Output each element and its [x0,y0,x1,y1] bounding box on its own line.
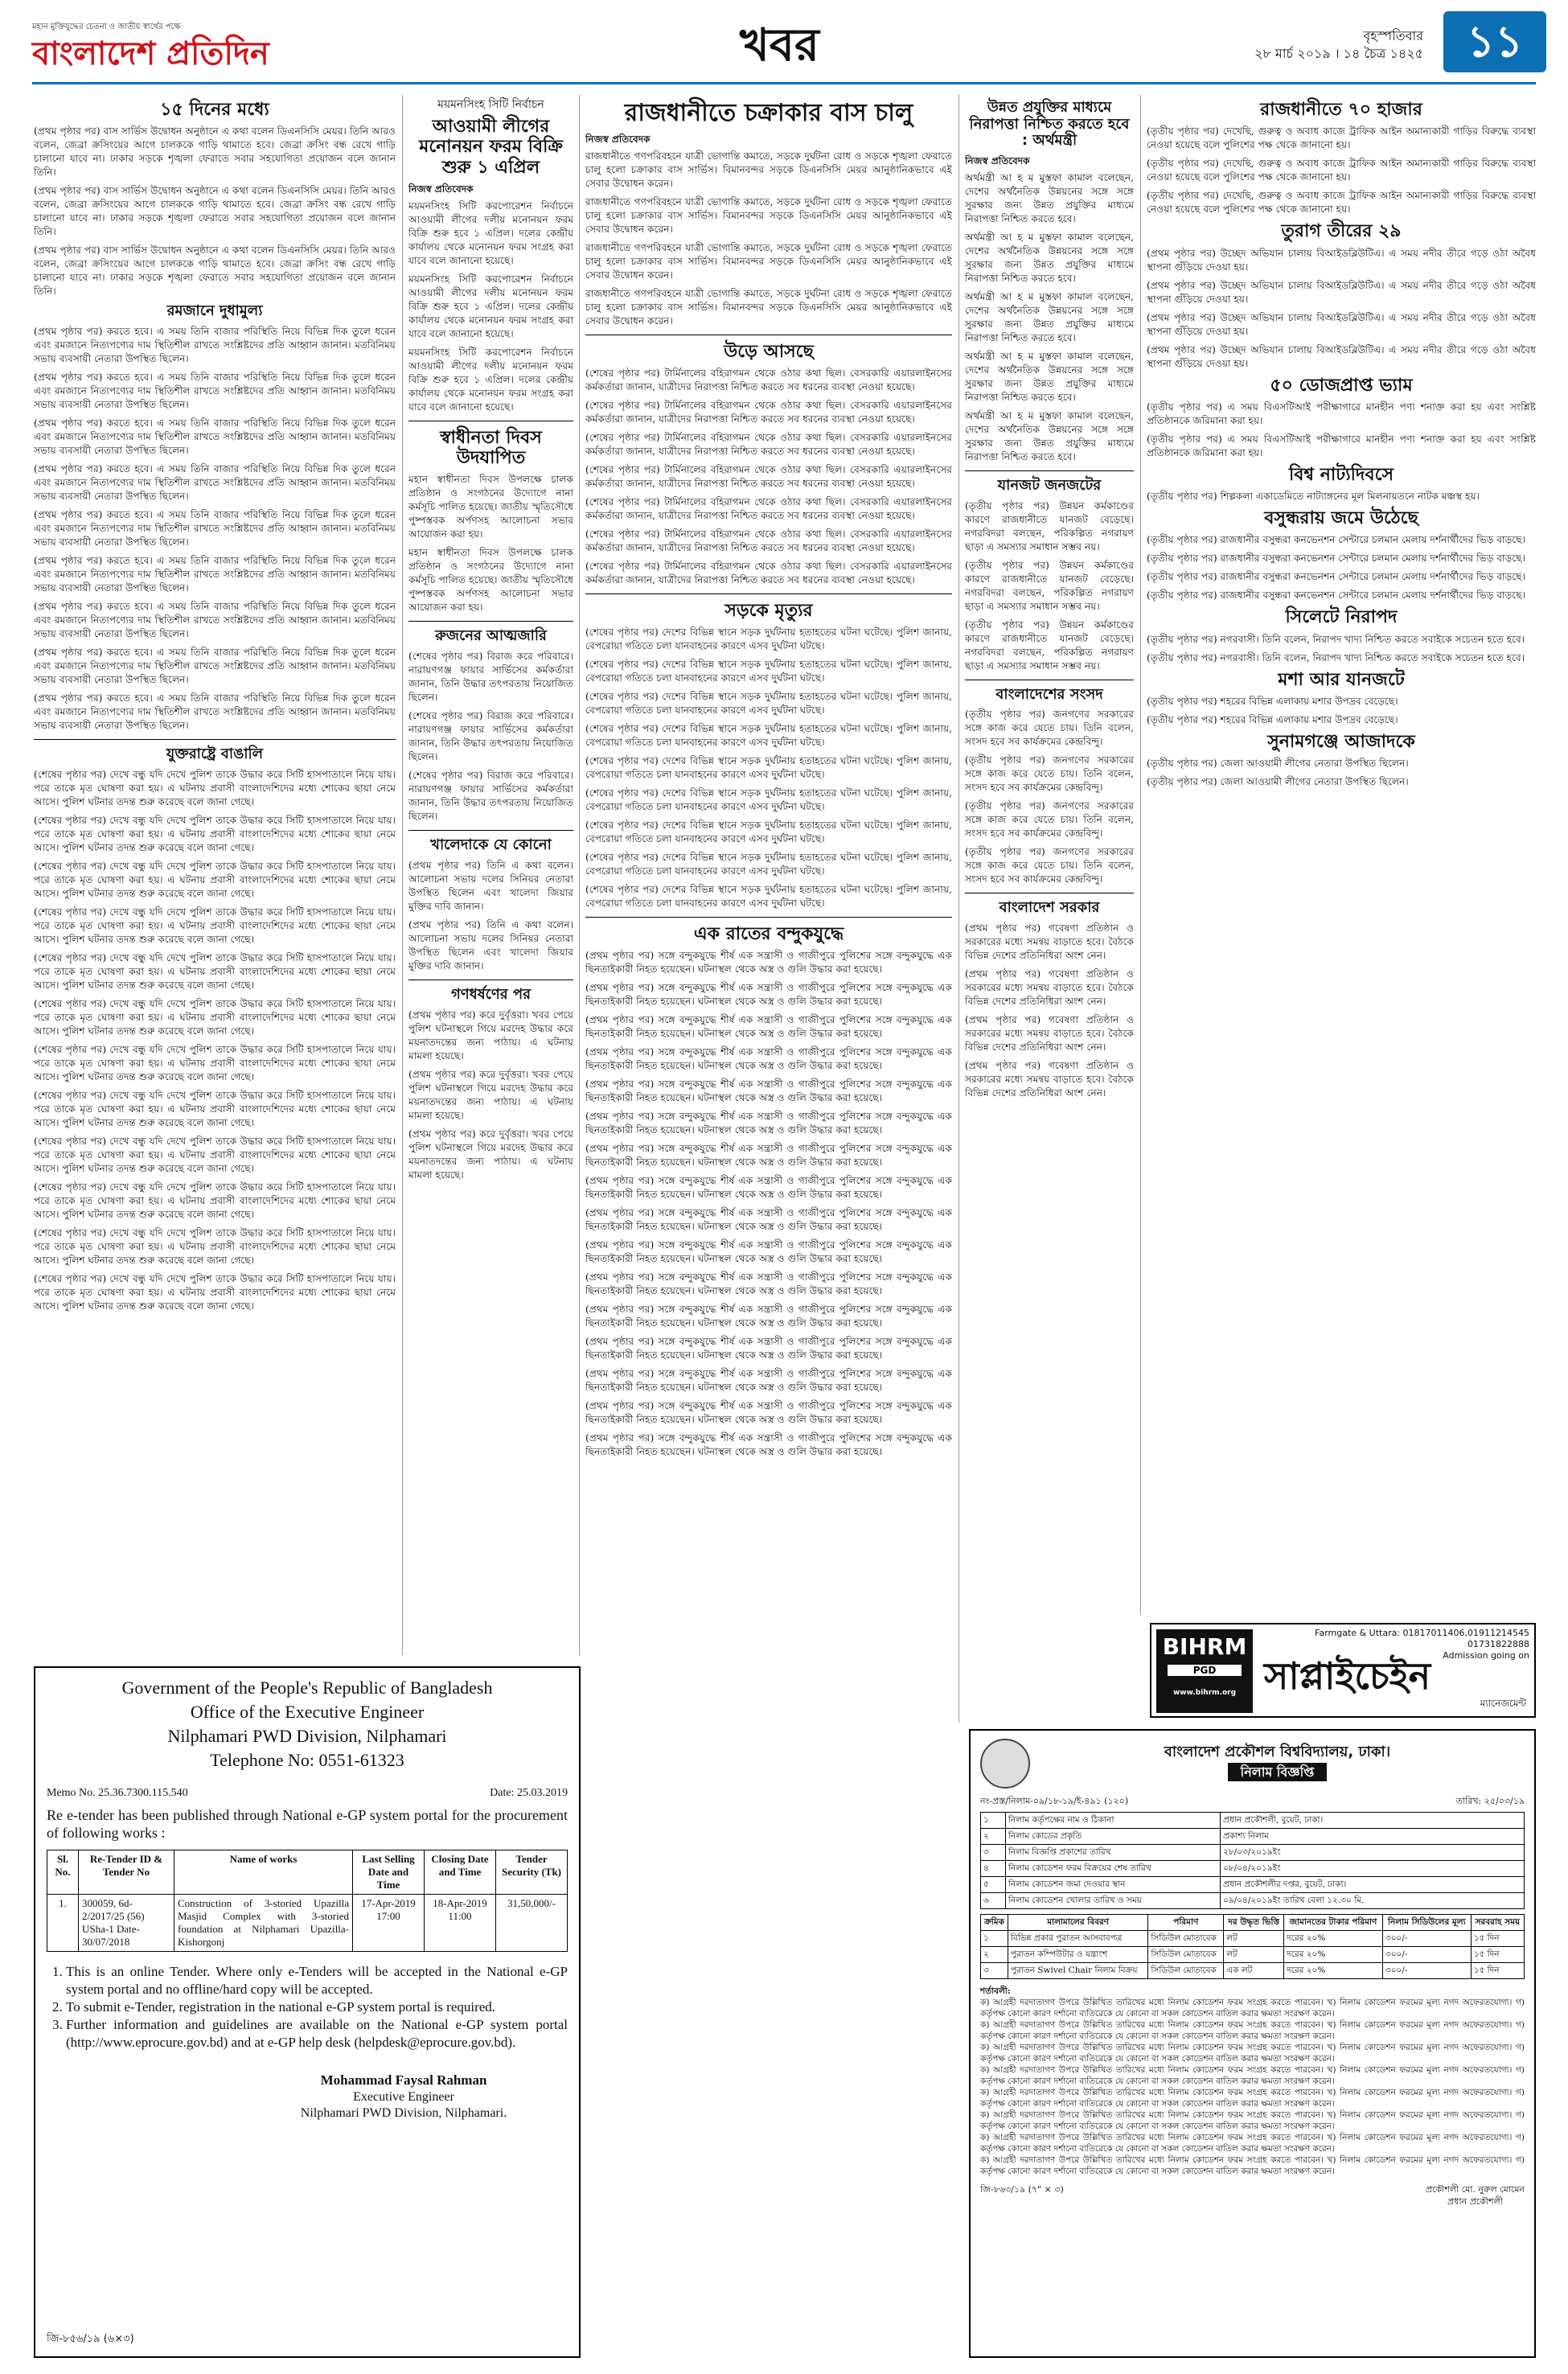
table-cell: 18-Apr-2019 11:00 [425,1895,496,1952]
story-body: (তৃতীয় পৃষ্ঠার পর) রাজধানীর বসুন্ধরা কনভেনশন সেন্টারে চলমান মেলায় দর্শনার্থীদের ভিড় বাড়ছে। [1147,589,1525,602]
story-heading: গণধর্ষণের পর [450,985,532,1003]
tender-memo: Memo No. 25.36.7300.115.540 [47,1787,188,1799]
story-body: অর্থমন্ত্রী আ হ ম মুস্তফা কামাল বলেছেন, দেশের অর্থনৈতিক উন্নয়নের সঙ্গে সঙ্গে সুরক্ষার জন্য উন্নত প্রযুক্তির মাধ্যমে নিরাপত্তা নিশ্চিত করতে হবে। [965,291,1134,344]
masthead-rule [32,82,1536,84]
table-header: Sl. No. [47,1850,79,1895]
story-body: (প্রথম পৃষ্ঠার পর) সঙ্গে বন্দুকযুদ্ধে শীর্ষ এক সন্ত্রাসী ও গাজীপুরে পুলিশের সঙ্গে বন্দুকযুদ্ধে এক ছিনতাইকারী নিহত হয়েছেন। ঘটনাস্থল থেকে অস্ত্র ও গুলি উদ্ধার করা হয়েছে। [585,1046,952,1072]
story-body: রাজধানীতে গণপরিবহনে যাত্রী ভোগান্তি কমাতে, সড়কে দুর্ঘটনা রোধ ও সড়কে শৃঙ্খলা ফেরাতে চালু হলো চক্রাকার বাস সার্ভিস। বিমানবন্দর সড়কে ডিএনসিসি মেয়র আনুষ্ঠানিকভাবে এই সেবার উদ্বোধন করেন। [585,150,952,189]
story-body: (প্রথম পৃষ্ঠার পর) সঙ্গে বন্দুকযুদ্ধে শীর্ষ এক সন্ত্রাসী ও গাজীপুরে পুলিশের সঙ্গে বন্দুকযুদ্ধে এক ছিনতাইকারী নিহত হয়েছেন। ঘটনাস্থল থেকে অস্ত্র ও গুলি উদ্ধার করা হয়েছে। [585,1336,952,1362]
table-cell: পুরাতন কম্পিউটার ও যন্ত্রাংশ [1008,1947,1148,1963]
table-cell: ১ [981,1931,1008,1947]
table-row [981,1861,1525,1877]
story-body: রাজধানীতে গণপরিবহনে যাত্রী ভোগান্তি কমাতে, সড়কে দুর্ঘটনা রোধ ও সড়কে শৃঙ্খলা ফেরাতে চালু হলো চক্রাকার বাস সার্ভিস। বিমানবন্দর সড়কে ডিএনসিসি মেয়র আনুষ্ঠানিকভাবে এই সেবার উদ্বোধন করেন। [585,241,952,281]
story-body: (প্রথম পৃষ্ঠার পর) গবেষণা প্রতিষ্ঠান ও সরকারের মধ্যে সমন্বয় বাড়াতে হবে। বৈঠকে বিভিন্ন দেশের প্রতিনিধিরা অংশ নেন। [965,1014,1134,1054]
story-body: (তৃতীয় পৃষ্ঠার পর) দেখেছি, গুরুত্ব ও অবাধ কাজে ট্রাফিক আইন অমান্যকারী গাড়ির বিরুদ্ধে ব্যবস্থা নেওয়া হয়েছে বলে পুলিশের পক্ষ থেকে জানানো হয়। [1147,190,1536,216]
date: ২৮ মার্চ ২০১৯ । ১৪ চৈত্র ১৪২৫ [1254,46,1423,61]
table-cell: নিলাম কোডেশন জমা দেওয়ার স্থান [1006,1877,1221,1893]
table-cell: ১৫ দিন [1471,1931,1524,1947]
story-body: (শেষের পৃষ্ঠার পর) দেশের বিভিন্ন স্থানে সড়ক দুর্ঘটনায় হতাহতের ঘটনা ঘটেছে। পুলিশ জানায়, বেপরোয়া গতিতে চলা যানবাহনের কারণে এসব দুর্ঘটনা ঘটছে। [585,723,952,749]
story-body: (প্রথম পৃষ্ঠার পর) উচ্ছেদ অভিযান চালায় বিআইডব্লিউটিএ। এ সময় নদীর তীরে গড়ে ওঠা অবৈধ স্থাপনা গুঁড়িয়ে দেওয়া হয়। [1147,343,1536,369]
story-body: (প্রথম পৃষ্ঠার পর) করতে হবে। এ সময় তিনি বাজার পরিস্থিতি নিয়ে বিভিন্ন দিক তুলে ধরেন এবং রমজানে নিত্যপণ্যের দাম স্থিতিশীল রাখতে সংশ্লিষ্টদের প্রতি আহ্বান জানান। মতবিনিময় সভায় ব্যবসায়ী নেতারা উপস্থিত ছিলেন। [34,508,396,548]
story-body: মহান স্বাধীনতা দিবস উপলক্ষে চালক প্রতিষ্ঠান ও সংগঠনের উদ্যোগে নানা কর্মসূচি পালিত হয়েছে। জাতীয় স্মৃতিসৌধে পুষ্পস্তবক অর্পণসহ আলোচনা সভার আয়োজন করা হয়। [408,547,573,614]
dateline [1118,27,1423,63]
table-cell: ৬ [981,1893,1006,1909]
story-body: (শেষের পৃষ্ঠার পর) টার্মিনালের বহিরাগমন থেকে ওঠার কথা ছিল। বেসরকারি এয়ারলাইনসের কর্মকর্তারা জানান, যাত্রীদের নিরাপত্তা নিশ্চিত করতে সব ধরনের ব্যবস্থা নেওয়া হয়েছে। [585,560,952,585]
story-heading: ৫০ ডোজপ্রাপ্ত ভ্যাম [1270,375,1413,396]
byline: নিজস্ব প্রতিবেদক [408,183,474,195]
story-body: (শেষের পৃষ্ঠার পর) দেশের বিভিন্ন স্থানে সড়ক দুর্ঘটনায় হতাহতের ঘটনা ঘটেছে। পুলিশ জানায়, বেপরোয়া গতিতে চলা যানবাহনের কারণে এসব দুর্ঘটনা ঘটছে। [585,819,952,845]
tender-lead: Re e-tender has been published through National e-GP system portal for the procurement of following works : [47,1807,568,1841]
bihrm-branch: Farmgate & Uttara: 01817011406,01911214545 [1315,1628,1529,1638]
story-heading: খালেদাকে যে কোনো [430,836,552,854]
table-cell: পুরাতন Swivel Chair নিলাম বিক্রয় [1008,1963,1148,1979]
story-body: (প্রথম পৃষ্ঠার পর) উচ্ছেদ অভিযান চালায় বিআইডব্লিউটিএ। এ সময় নদীর তীরে গড়ে ওঠা অবৈধ স্থাপনা গুঁড়িয়ে দেওয়া হয়। [1147,247,1536,273]
byline: নিজস্ব প্রতিবেদক [965,155,1030,167]
table-cell: এক লট [1224,1963,1284,1979]
story-body: (প্রথম পৃষ্ঠার পর) বাস সার্ভিস উদ্বোধন অনুষ্ঠানে এ কথা বলেন ডিএনসিসি মেয়র। তিনি আরও বলেন, জেব্রা ক্রসিংয়ের আগে চালককে গাড়ি থামাতে হবে। জেব্রা ক্রসিং বন্ধ রেখে গাড়ি চালানো যাবে না। ঢাকার সড়কে শৃঙ্খলা ফেরাতে সবার সহযোগিতা প্রয়োজন বলে জানান তিনি। [34,244,396,298]
story-body: (প্রথম পৃষ্ঠার পর) সঙ্গে বন্দুকযুদ্ধে শীর্ষ এক সন্ত্রাসী ও গাজীপুরে পুলিশের সঙ্গে বন্দুকযুদ্ধে এক ছিনতাইকারী নিহত হয়েছেন। ঘটনাস্থল থেকে অস্ত্র ও গুলি উদ্ধার করা হয়েছে। [585,1143,952,1169]
signer-office: Nilphamari PWD Division, Nilphamari. [300,2106,507,2120]
story-body: (তৃতীয় পৃষ্ঠার পর) জনগণের সরকারের সঙ্গে কাজ করে যেতে চায়। তিনি বলেন, সংসদ হবে সব কার্যক্রমের কেন্দ্রবিন্দু। [965,754,1134,794]
signer-title: প্রধান প্রকৌশলী [1447,2196,1503,2207]
story-heading: রাজধানীতে ৭০ হাজার [1260,100,1422,120]
table-cell: দরের ২০% [1284,1931,1383,1947]
auction-terms [980,1986,1525,2177]
story-body: (প্রথম পৃষ্ঠার পর) সঙ্গে বন্দুকযুদ্ধে শীর্ষ এক সন্ত্রাসী ও গাজীপুরে পুলিশের সঙ্গে বন্দুকযুদ্ধে এক ছিনতাইকারী নিহত হয়েছেন। ঘটনাস্থল থেকে অস্ত্র ও গুলি উদ্ধার করা হয়েছে। [585,1271,952,1297]
masthead-tagline: মহান মুক্তিযুদ্ধের চেতনা ও জাতীয় স্বার্থের পক্ষে [32,23,181,31]
buet-name: বাংলাদেশ প্রকৌশল বিশ্ববিদ্যালয়, ঢাকা। [1164,1744,1391,1760]
auction-badge: নিলাম বিজ্ঞপ্তি [1228,1763,1328,1781]
story-body: (শেষের পৃষ্ঠার পর) দেখে বন্ধু যদি দেখে পুলিশ তাকে উদ্ধার করে সিটি হাসপাতালে নিয়ে যায়। পরে তাকে মৃত ঘোষণা করা হয়। এ ঘটনায় প্রবাসী বাংলাদেশিদের মধ্যে শোকের ছায়া নেমে আসে। পুলিশ ঘটনার তদন্ত শুরু করেছে বলে জানা গেছে। [34,1272,396,1312]
tender-table [47,1850,568,1952]
column-rule [958,95,959,1723]
auction-info-table [980,1812,1525,1909]
story-body: (তৃতীয় পৃষ্ঠার পর) উন্নয়ন কর্মকাণ্ডের কারণে রাজধানীতে যানজট বেড়েছে। নগরবিদরা বলছেন, পরিকল্পিত নগরায়ণ ছাড়া এ সমস্যার সমাধান সম্ভব নয়। [965,618,1134,672]
story-body: (প্রথম পৃষ্ঠার পর) সঙ্গে বন্দুকযুদ্ধে শীর্ষ এক সন্ত্রাসী ও গাজীপুরে পুলিশের সঙ্গে বন্দুকযুদ্ধে এক ছিনতাইকারী নিহত হয়েছেন। ঘটনাস্থল থেকে অস্ত্র ও গুলি উদ্ধার করা হয়েছে। [585,1432,952,1458]
story-body: (প্রথম পৃষ্ঠার পর) করতে হবে। এ সময় তিনি বাজার পরিস্থিতি নিয়ে বিভিন্ন দিক তুলে ধরেন এবং রমজানে নিত্যপণ্যের দাম স্থিতিশীল রাখতে সংশ্লিষ্টদের প্রতি আহ্বান জানান। মতবিনিময় সভায় ব্যবসায়ী নেতারা উপস্থিত ছিলেন। [34,646,396,685]
table-cell: প্রধান প্রকৌশলীর দপ্তর, বুয়েট, ঢাকা। [1221,1877,1525,1893]
bihrm-pgd: PGD [1168,1665,1242,1676]
table-header: জামানতের টাকার পরিমাণ [1284,1915,1383,1931]
story-body: (প্রথম পৃষ্ঠার পর) সঙ্গে বন্দুকযুদ্ধে শীর্ষ এক সন্ত্রাসী ও গাজীপুরে পুলিশের সঙ্গে বন্দুকযুদ্ধে এক ছিনতাইকারী নিহত হয়েছেন। ঘটনাস্থল থেকে অস্ত্র ও গুলি উদ্ধার করা হয়েছে। [585,1400,952,1426]
brand-name: বাংলাদেশ প্রতিদিন [32,35,269,72]
story-body: (শেষের পৃষ্ঠার পর) দেখে বন্ধু যদি দেখে পুলিশ তাকে উদ্ধার করে সিটি হাসপাতালে নিয়ে যায়। পরে তাকে মৃত ঘোষণা করা হয়। এ ঘটনায় প্রবাসী বাংলাদেশিদের মধ্যে শোকের ছায়া নেমে আসে। পুলিশ ঘটনার তদন্ত শুরু করেছে বলে জানা গেছে। [34,768,396,807]
story-body: (প্রথম পৃষ্ঠার পর) করতে হবে। এ সময় তিনি বাজার পরিস্থিতি নিয়ে বিভিন্ন দিক তুলে ধরেন এবং রমজানে নিত্যপণ্যের দাম স্থিতিশীল রাখতে সংশ্লিষ্টদের প্রতি আহ্বান জানান। মতবিনিময় সভায় ব্যবসায়ী নেতারা উপস্থিত ছিলেন। [34,554,396,594]
story-body: (তৃতীয় পৃষ্ঠার পর) শিল্পকলা একাডেমিতে নাট্যাঙ্গনের মূল মিলনায়তনে নাটক মঞ্চস্থ হয়। [1147,491,1480,503]
tender-notes [47,1963,568,2052]
story-body: (তৃতীয় পৃষ্ঠার পর) জনগণের সরকারের সঙ্গে কাজ করে যেতে চায়। তিনি বলেন, সংসদ হবে সব কার্যক্রমের কেন্দ্রবিন্দু। [965,800,1134,840]
story-body: (শেষের পৃষ্ঠার পর) টার্মিনালের বহিরাগমন থেকে ওঠার কথা ছিল। বেসরকারি এয়ারলাইনসের কর্মকর্তারা জানান, যাত্রীদের নিরাপত্তা নিশ্চিত করতে সব ধরনের ব্যবস্থা নেওয়া হয়েছে। [585,495,952,521]
story-body: (শেষের পৃষ্ঠার পর) দেখে বন্ধু যদি দেখে পুলিশ তাকে উদ্ধার করে সিটি হাসপাতালে নিয়ে যায়। পরে তাকে মৃত ঘোষণা করা হয়। এ ঘটনায় প্রবাসী বাংলাদেশিদের মধ্যে শোকের ছায়া নেমে আসে। পুলিশ ঘটনার তদন্ত শুরু করেছে বলে জানা গেছে। [34,906,396,945]
tender-date: Date: 25.03.2019 [490,1787,568,1799]
table-cell: নিলাম কর্তৃপক্ষের নাম ও ঠিকানা [1006,1813,1221,1829]
table-cell: ৩০০/- [1382,1963,1471,1979]
story-heading: রমজানে দুধামুল্য [166,302,263,320]
tender-gov: Government of the People's Republic of Bangladesh [121,1678,493,1698]
tender-note: 1. This is an online Tender. Where only e-Tenders will be accepted in the National e-GP system portal and no offline/hard copy will be accepted. [66,1963,568,1998]
story-body: (শেষের পৃষ্ঠার পর) দেশের বিভিন্ন স্থানে সড়ক দুর্ঘটনায় হতাহতের ঘটনা ঘটেছে। পুলিশ জানায়, বেপরোয়া গতিতে চলা যানবাহনের কারণে এসব দুর্ঘটনা ঘটছে। [585,787,952,813]
story-body: ময়মনসিংহ সিটি করপোরেশন নির্বাচনে আওয়ামী লীগের দলীয় মনোনয়ন ফরম বিক্রি শুরু হবে ১ এপ্রিল। দলের কেন্দ্রীয় কার্যালয় থেকে মনোনয়ন ফরম সংগ্রহ করা যাবে বলে জানানো হয়েছে। [408,346,573,413]
story-body: (প্রথম পৃষ্ঠার পর) গবেষণা প্রতিষ্ঠান ও সরকারের মধ্যে সমন্বয় বাড়াতে হবে। বৈঠকে বিভিন্ন দেশের প্রতিনিধিরা অংশ নেন। [965,922,1134,962]
story-body: (প্রথম পৃষ্ঠার পর) করে দুর্বৃত্তরা। খবর পেয়ে পুলিশ ঘটনাস্থলে গিয়ে মরদেহ উদ্ধার করে ময়নাতদন্তের জন্য পাঠায়। এ ঘটনায় মামলা হয়েছে। [408,1008,573,1062]
story-body: ময়মনসিংহ সিটি করপোরেশন নির্বাচনে আওয়ামী লীগের দলীয় মনোনয়ন ফরম বিক্রি শুরু হবে ১ এপ্রিল। দলের কেন্দ্রীয় কার্যালয় থেকে মনোনয়ন ফরম সংগ্রহ করা যাবে বলে জানানো হয়েছে। [408,273,573,339]
terms-text: ক) আগ্রহী দরদাতাগণ উপরে উল্লিখিত তারিখের মধ্যে নিলাম কোডেশন ফরম সংগ্রহ করতে পারবেন। খ) নিলাম কোডেশন ফরমের মূল্য নগদ অফেরতযোগ্য। গ) কর্তৃপক্ষ কোনো কারণ দর্শানো ব্যতিরেকে যে কোনো বা সকল কোডেশন বাতিল করার ক্ষমতা সংরক্ষণ করেন। [980,2155,1525,2176]
column-1 [34,95,396,1655]
story-body: (তৃতীয় পৃষ্ঠার পর) রাজধানীর বসুন্ধরা কনভেনশন সেন্টারে চলমান মেলায় দর্শনার্থীদের ভিড় বাড়ছে। [1147,552,1525,565]
table-cell: ২ [981,1947,1008,1963]
day: বৃহস্পতিবার [1363,28,1423,43]
story-body: (প্রথম পৃষ্ঠার পর) সঙ্গে বন্দুকযুদ্ধে শীর্ষ এক সন্ত্রাসী ও গাজীপুরে পুলিশের সঙ্গে বন্দুকযুদ্ধে এক ছিনতাইকারী নিহত হয়েছেন। ঘটনাস্থল থেকে অস্ত্র ও গুলি উদ্ধার করা হয়েছে। [585,1239,952,1265]
column-5 [1147,95,1536,1615]
story-body: (প্রথম পৃষ্ঠার পর) সঙ্গে বন্দুকযুদ্ধে শীর্ষ এক সন্ত্রাসী ও গাজীপুরে পুলিশের সঙ্গে বন্দুকযুদ্ধে এক ছিনতাইকারী নিহত হয়েছেন। ঘটনাস্থল থেকে অস্ত্র ও গুলি উদ্ধার করা হয়েছে। [585,1175,952,1201]
story-body: (প্রথম পৃষ্ঠার পর) গবেষণা প্রতিষ্ঠান ও সরকারের মধ্যে সমন্বয় বাড়াতে হবে। বৈঠকে বিভিন্ন দেশের প্রতিনিধিরা অংশ নেন। [965,968,1134,1008]
story-body: (প্রথম পৃষ্ঠার পর) উচ্ছেদ অভিযান চালায় বিআইডব্লিউটিএ। এ সময় নদীর তীরে গড়ে ওঠা অবৈধ স্থাপনা গুঁড়িয়ে দেওয়া হয়। [1147,279,1536,305]
column-rule [579,95,580,1655]
divider [34,739,396,740]
terms-text: ক) আগ্রহী দরদাতাগণ উপরে উল্লিখিত তারিখের মধ্যে নিলাম কোডেশন ফরম সংগ্রহ করতে পারবেন। খ) নিলাম কোডেশন ফরমের মূল্য নগদ অফেরতযোগ্য। গ) কর্তৃপক্ষ কোনো কারণ দর্শানো ব্যতিরেকে যে কোনো বা সকল কোডেশন বাতিল করার ক্ষমতা সংরক্ষণ করেন। [980,2110,1525,2131]
story-body: অর্থমন্ত্রী আ হ ম মুস্তফা কামাল বলেছেন, দেশের অর্থনৈতিক উন্নয়নের সঙ্গে সঙ্গে সুরক্ষার জন্য উন্নত প্রযুক্তির মাধ্যমে নিরাপত্তা নিশ্চিত করতে হবে। [965,172,1134,225]
bihrm-url: www.bihrm.org [1172,1689,1237,1697]
story-body: (শেষের পৃষ্ঠার পর) দেখে বন্ধু যদি দেখে পুলিশ তাকে উদ্ধার করে সিটি হাসপাতালে নিয়ে যায়। পরে তাকে মৃত ঘোষণা করা হয়। এ ঘটনায় প্রবাসী বাংলাদেশিদের মধ্যে শোকের ছায়া নেমে আসে। পুলিশ ঘটনার তদন্ত শুরু করেছে বলে জানা গেছে। [34,1043,396,1082]
table-cell: ৩০০/- [1382,1947,1471,1963]
story-body: (শেষের পৃষ্ঠার পর) টার্মিনালের বহিরাগমন থেকে ওঠার কথা ছিল। বেসরকারি এয়ারলাইনসের কর্মকর্তারা জানান, যাত্রীদের নিরাপত্তা নিশ্চিত করতে সব ধরনের ব্যবস্থা নেওয়া হয়েছে। [585,399,952,425]
story-body: (প্রথম পৃষ্ঠার পর) বাস সার্ভিস উদ্বোধন অনুষ্ঠানে এ কথা বলেন ডিএনসিসি মেয়র। তিনি আরও বলেন, জেব্রা ক্রসিংয়ের আগে চালককে গাড়ি থামাতে হবে। জেব্রা ক্রসিং বন্ধ রেখে গাড়ি চালানো যাবে না। ঢাকার সড়কে শৃঙ্খলা ফেরাতে সবার সহযোগিতা প্রয়োজন বলে জানান তিনি। [34,185,396,238]
divider [585,917,952,918]
column-4 [965,95,1134,1723]
column-rule [402,95,403,1655]
tender-division: Nilphamari PWD Division, Nilphamari [167,1726,447,1746]
story-body: (শেষের পৃষ্ঠার পর) দেশের বিভিন্ন স্থানে সড়ক দুর্ঘটনায় হতাহতের ঘটনা ঘটেছে। পুলিশ জানায়, বেপরোয়া গতিতে চলা যানবাহনের কারণে এসব দুর্ঘটনা ঘটছে। [585,884,952,910]
story-body: (প্রথম পৃষ্ঠার পর) সঙ্গে বন্দুকযুদ্ধে শীর্ষ এক সন্ত্রাসী ও গাজীপুরে পুলিশের সঙ্গে বন্দুকযুদ্ধে এক ছিনতাইকারী নিহত হয়েছেন। ঘটনাস্থল থেকে অস্ত্র ও গুলি উদ্ধার করা হয়েছে। [585,950,952,975]
story-body: (তৃতীয় পৃষ্ঠার পর) শহরের বিভিন্ন এলাকায় মশার উপদ্রব বেড়েছে। [1147,714,1398,726]
story-heading: এক রাতের বন্দুকযুদ্ধে [693,924,844,945]
terms-text: ক) আগ্রহী দরদাতাগণ উপরে উল্লিখিত তারিখের মধ্যে নিলাম কোডেশন ফরম সংগ্রহ করতে পারবেন। খ) নিলাম কোডেশন ফরমের মূল্য নগদ অফেরতযোগ্য। গ) কর্তৃপক্ষ কোনো কারণ দর্শানো ব্যতিরেকে যে কোনো বা সকল কোডেশন বাতিল করার ক্ষমতা সংরক্ষণ করেন। [980,2088,1525,2109]
newspaper-logo [32,14,273,79]
terms-text: ক) আগ্রহী দরদাতাগণ উপরে উল্লিখিত তারিখের মধ্যে নিলাম কোডেশন ফরম সংগ্রহ করতে পারবেন। খ) নিলাম কোডেশন ফরমের মূল্য নগদ অফেরতযোগ্য। গ) কর্তৃপক্ষ কোনো কারণ দর্শানো ব্যতিরেকে যে কোনো বা সকল কোডেশন বাতিল করার ক্ষমতা সংরক্ষণ করেন। [980,2043,1525,2064]
divider [965,470,1134,471]
story-body: (শেষের পৃষ্ঠার পর) দেশের বিভিন্ন স্থানে সড়ক দুর্ঘটনায় হতাহতের ঘটনা ঘটেছে। পুলিশ জানায়, বেপরোয়া গতিতে চলা যানবাহনের কারণে এসব দুর্ঘটনা ঘটছে। [585,626,952,652]
story-heading: বসুন্ধরায় জমে উঠেছে [1264,508,1418,529]
tender-note: 2. To submit e-Tender, registration in the national e-GP system portal is required. [66,1998,568,2016]
story-body: মহান স্বাধীনতা দিবস উপলক্ষে চালক প্রতিষ্ঠান ও সংগঠনের উদ্যোগে নানা কর্মসূচি পালিত হয়েছে। জাতীয় স্মৃতিসৌধে পুষ্পস্তবক অর্পণসহ আলোচনা সভার আয়োজন করা হয়। [408,474,573,540]
story-body: (শেষের পৃষ্ঠার পর) দেশের বিভিন্ন স্থানে সড়ক দুর্ঘটনায় হতাহতের ঘটনা ঘটেছে। পুলিশ জানায়, বেপরোয়া গতিতে চলা যানবাহনের কারণে এসব দুর্ঘটনা ঘটছে। [585,659,952,684]
table-header: নিলাম সিডিউলের মূল্য [1382,1915,1471,1931]
story-body: (শেষের পৃষ্ঠার পর) টার্মিনালের বহিরাগমন থেকে ওঠার কথা ছিল। বেসরকারি এয়ারলাইনসের কর্মকর্তারা জানান, যাত্রীদের নিরাপত্তা নিশ্চিত করতে সব ধরনের ব্যবস্থা নেওয়া হয়েছে। [585,463,952,489]
table-row [981,1813,1525,1829]
story-body: (তৃতীয় পৃষ্ঠার পর) দেখেছি, গুরুত্ব ও অবাধ কাজে ট্রাফিক আইন অমান্যকারী গাড়ির বিরুদ্ধে ব্যবস্থা নেওয়া হয়েছে বলে পুলিশের পক্ষ থেকে জানানো হয়। [1147,158,1536,183]
terms-text: ক) আগ্রহী দরদাতাগণ উপরে উল্লিখিত তারিখের মধ্যে নিলাম কোডেশন ফরম সংগ্রহ করতে পারবেন। খ) নিলাম কোডেশন ফরমের মূল্য নগদ অফেরতযোগ্য। গ) কর্তৃপক্ষ কোনো কারণ দর্শানো ব্যতিরেকে যে কোনো বা সকল কোডেশন বাতিল করার ক্ষমতা সংরক্ষণ করেন। [980,1998,1525,2019]
story-heading: বাংলাদেশ সরকার [999,899,1100,917]
table-cell: সিডিউল মোতাবেক [1148,1963,1224,1979]
table-cell: দরের ২০% [1284,1963,1383,1979]
story-heading: আওয়ামী লীগের মনোনয়ন ফরম বিক্রি শুরু ১ এপ্রিল [419,117,563,178]
table-cell: ৪ [981,1861,1006,1877]
tender-signature [240,2072,568,2121]
table-cell: বিভিন্ন প্রকার পুরাতন আসবাবপত্র [1008,1931,1148,1947]
signer [1426,2183,1525,2208]
table-cell: 300059, 6d-2/2017/25 (56) USha-1 Date-30/07/2018 [79,1895,174,1952]
table-cell: 31,50,000/- [496,1895,568,1952]
story-body: (শেষের পৃষ্ঠার পর) দেশের বিভিন্ন স্থানে সড়ক দুর্ঘটনায় হতাহতের ঘটনা ঘটেছে। পুলিশ জানায়, বেপরোয়া গতিতে চলা যানবাহনের কারণে এসব দুর্ঘটনা ঘটছে। [585,755,952,781]
table-header: Re-Tender ID & Tender No [79,1850,174,1895]
bihrm-logo-text: BIHRM [1162,1633,1247,1660]
story-body: (প্রথম পৃষ্ঠার পর) করে দুর্বৃত্তরা। খবর পেয়ে পুলিশ ঘটনাস্থলে গিয়ে মরদেহ উদ্ধার করে ময়নাতদন্তের জন্য পাঠায়। এ ঘটনায় মামলা হয়েছে। [408,1068,573,1121]
table-header: ক্রমিক [981,1915,1008,1931]
story-heading: সুনামগঞ্জে আজাদকে [1267,732,1415,753]
table-row [981,1963,1525,1979]
story-body: (শেষের পৃষ্ঠার পর) টার্মিনালের বহিরাগমন থেকে ওঠার কথা ছিল। বেসরকারি এয়ারলাইনসের কর্মকর্তারা জানান, যাত্রীদের নিরাপত্তা নিশ্চিত করতে সব ধরনের ব্যবস্থা নেওয়া হয়েছে। [585,367,952,392]
table-row [47,1895,568,1952]
tender-memo-line [47,1787,568,1800]
story-body: (শেষের পৃষ্ঠার পর) দেখে বন্ধু যদি দেখে পুলিশ তাকে উদ্ধার করে সিটি হাসপাতালে নিয়ে যায়। পরে তাকে মৃত ঘোষণা করা হয়। এ ঘটনায় প্রবাসী বাংলাদেশিদের মধ্যে শোকের ছায়া নেমে আসে। পুলিশ ঘটনার তদন্ত শুরু করেছে বলে জানা গেছে। [34,997,396,1037]
table-cell: ৩ [981,1845,1006,1861]
story-heading: উন্নত প্রযুক্তির মাধ্যমে নিরাপত্তা নিশ্চিত করতে হবে : অর্থমন্ত্রী [969,99,1130,150]
story-body: (তৃতীয় পৃষ্ঠার পর) জনগণের সরকারের সঙ্গে কাজ করে যেতে চায়। তিনি বলেন, সংসদ হবে সব কার্যক্রমের কেন্দ্রবিন্দু। [965,709,1134,748]
story-body: অর্থমন্ত্রী আ হ ম মুস্তফা কামাল বলেছেন, দেশের অর্থনৈতিক উন্নয়নের সঙ্গে সঙ্গে সুরক্ষার জন্য উন্নত প্রযুক্তির মাধ্যমে নিরাপত্তা নিশ্চিত করতে হবে। [965,410,1134,463]
story-body: (শেষের পৃষ্ঠার পর) দেখে বন্ধু যদি দেখে পুলিশ তাকে উদ্ধার করে সিটি হাসপাতালে নিয়ে যায়। পরে তাকে মৃত ঘোষণা করা হয়। এ ঘটনায় প্রবাসী বাংলাদেশিদের মধ্যে শোকের ছায়া নেমে আসে। পুলিশ ঘটনার তদন্ত শুরু করেছে বলে জানা গেছে। [34,1089,396,1128]
table-cell: ০৯/০৪/২০১৯ইং তারিখ বেলা ১২.৩০ মি. [1221,1893,1525,1909]
buet-auction-notice [969,1729,1536,2358]
table-cell: 1. [47,1895,79,1952]
table-cell: সিডিউল মোতাবেক [1148,1931,1224,1947]
story-body: রাজধানীতে গণপরিবহনে যাত্রী ভোগান্তি কমাতে, সড়কে দুর্ঘটনা রোধ ও সড়কে শৃঙ্খলা ফেরাতে চালু হলো চক্রাকার বাস সার্ভিস। বিমানবন্দর সড়কে ডিএনসিসি মেয়র আনুষ্ঠানিকভাবে এই সেবার উদ্বোধন করেন। [585,287,952,327]
story-body: (শেষের পৃষ্ঠার পর) দেশের বিভিন্ন স্থানে সড়ক দুর্ঘটনায় হতাহতের ঘটনা ঘটেছে। পুলিশ জানায়, বেপরোয়া গতিতে চলা যানবাহনের কারণে এসব দুর্ঘটনা ঘটছে। [585,691,952,717]
table-header: Name of works [174,1850,353,1895]
story-body: (শেষের পৃষ্ঠার পর) দেখে বন্ধু যদি দেখে পুলিশ তাকে উদ্ধার করে সিটি হাসপাতালে নিয়ে যায়। পরে তাকে মৃত ঘোষণা করা হয়। এ ঘটনায় প্রবাসী বাংলাদেশিদের মধ্যে শোকের ছায়া নেমে আসে। পুলিশ ঘটনার তদন্ত শুরু করেছে বলে জানা গেছে। [34,951,396,991]
story-heading: যুক্তরাষ্ট্রে বাঙালি [166,745,264,762]
story-body: (প্রথম পৃষ্ঠার পর) করতে হবে। এ সময় তিনি বাজার পরিস্থিতি নিয়ে বিভিন্ন দিক তুলে ধরেন এবং রমজানে নিত্যপণ্যের দাম স্থিতিশীল রাখতে সংশ্লিষ্টদের প্রতি আহ্বান জানান। মতবিনিময় সভায় ব্যবসায়ী নেতারা উপস্থিত ছিলেন। [34,692,396,731]
table-cell: ৫ [981,1877,1006,1893]
table-header: Last Selling Date and Time [353,1850,425,1895]
story-heading: সড়কে মৃত্যুর [724,600,813,621]
story-body: অর্থমন্ত্রী আ হ ম মুস্তফা কামাল বলেছেন, দেশের অর্থনৈতিক উন্নয়নের সঙ্গে সঙ্গে সুরক্ষার জন্য উন্নত প্রযুক্তির মাধ্যমে নিরাপত্তা নিশ্চিত করতে হবে। [965,351,1134,404]
table-cell: নিলাম কোডেশন খোলার তারিখ ও সময় [1006,1893,1221,1909]
story-body: (শেষের পৃষ্ঠার পর) বিরাজ করে পরিবারে। নারায়ণগঞ্জ ফায়ার সার্ভিসের কর্মকর্তারা জানান, তিনি উদ্ধার তৎপরতায় নিয়োজিত ছিলেন। [408,710,573,763]
story-body: (প্রথম পৃষ্ঠার পর) সঙ্গে বন্দুকযুদ্ধে শীর্ষ এক সন্ত্রাসী ও গাজীপুরে পুলিশের সঙ্গে বন্দুকযুদ্ধে এক ছিনতাইকারী নিহত হয়েছেন। ঘটনাস্থল থেকে অস্ত্র ও গুলি উদ্ধার করা হয়েছে। [585,1304,952,1329]
story-body: (প্রথম পৃষ্ঠার পর) করে দুর্বৃত্তরা। খবর পেয়ে পুলিশ ঘটনাস্থলে গিয়ে মরদেহ উদ্ধার করে ময়নাতদন্তের জন্য পাঠায়। এ ঘটনায় মামলা হয়েছে। [408,1127,573,1181]
terms-text: ক) আগ্রহী দরদাতাগণ উপরে উল্লিখিত তারিখের মধ্যে নিলাম কোডেশন ফরম সংগ্রহ করতে পারবেন। খ) নিলাম কোডেশন ফরমের মূল্য নগদ অফেরতযোগ্য। গ) কর্তৃপক্ষ কোনো কারণ দর্শানো ব্যতিরেকে যে কোনো বা সকল কোডেশন বাতিল করার ক্ষমতা সংরক্ষণ করেন। [980,2133,1525,2154]
story-body: (প্রথম পৃষ্ঠার পর) সঙ্গে বন্দুকযুদ্ধে শীর্ষ এক সন্ত্রাসী ও গাজীপুরে পুলিশের সঙ্গে বন্দুকযুদ্ধে এক ছিনতাইকারী নিহত হয়েছেন। ঘটনাস্থল থেকে অস্ত্র ও গুলি উদ্ধার করা হয়েছে। [585,1014,952,1040]
story-body: (তৃতীয় পৃষ্ঠার পর) নগরবাসী। তিনি বলেন, নিরাপদ খাদ্য নিশ্চিত করতে সবাইকে সচেতন হতে হবে। [1147,651,1525,663]
bihrm-ad [1150,1623,1536,1718]
story-body: (তৃতীয় পৃষ্ঠার পর) জনগণের সরকারের সঙ্গে কাজ করে যেতে চায়। তিনি বলেন, সংসদ হবে সব কার্যক্রমের কেন্দ্রবিন্দু। [965,846,1134,885]
table-cell: ৩ [981,1963,1008,1979]
story-body: (প্রথম পৃষ্ঠার পর) সঙ্গে বন্দুকযুদ্ধে শীর্ষ এক সন্ত্রাসী ও গাজীপুরে পুলিশের সঙ্গে বন্দুকযুদ্ধে এক ছিনতাইকারী নিহত হয়েছেন। ঘটনাস্থল থেকে অস্ত্র ও গুলি উদ্ধার করা হয়েছে। [585,1368,952,1394]
story-body: (প্রথম পৃষ্ঠার পর) তিনি এ কথা বলেন। আলোচনা সভায় দলের সিনিয়র নেতারা উপস্থিত ছিলেন এবং খালেদা জিয়ার মুক্তির দাবি জানান। [408,918,573,971]
column-rule [1140,95,1141,1615]
story-body: (প্রথম পৃষ্ঠার পর) সঙ্গে বন্দুকযুদ্ধে শীর্ষ এক সন্ত্রাসী ও গাজীপুরে পুলিশের সঙ্গে বন্দুকযুদ্ধে এক ছিনতাইকারী নিহত হয়েছেন। ঘটনাস্থল থেকে অস্ত্র ও গুলি উদ্ধার করা হয়েছে। [585,1207,952,1233]
story-body: (শেষের পৃষ্ঠার পর) দেখে বন্ধু যদি দেখে পুলিশ তাকে উদ্ধার করে সিটি হাসপাতালে নিয়ে যায়। পরে তাকে মৃত ঘোষণা করা হয়। এ ঘটনায় প্রবাসী বাংলাদেশিদের মধ্যে শোকের ছায়া নেমে আসে। পুলিশ ঘটনার তদন্ত শুরু করেছে বলে জানা গেছে। [34,1135,396,1174]
story-body: (শেষের পৃষ্ঠার পর) দেখে বন্ধু যদি দেখে পুলিশ তাকে উদ্ধার করে সিটি হাসপাতালে নিয়ে যায়। পরে তাকে মৃত ঘোষণা করা হয়। এ ঘটনায় প্রবাসী বাংলাদেশিদের মধ্যে শোকের ছায়া নেমে আসে। পুলিশ ঘটনার তদন্ত শুরু করেছে বলে জানা গেছে। [34,860,396,899]
table-row [981,1931,1525,1947]
story-heading: রুজনের আত্মজারি [435,627,547,645]
story-body: রাজধানীতে গণপরিবহনে যাত্রী ভোগান্তি কমাতে, সড়কে দুর্ঘটনা রোধ ও সড়কে শৃঙ্খলা ফেরাতে চালু হলো চক্রাকার বাস সার্ভিস। বিমানবন্দর সড়কে ডিএনসিসি মেয়র আনুষ্ঠানিকভাবে এই সেবার উদ্বোধন করেন। [585,195,952,235]
story-body: (শেষের পৃষ্ঠার পর) টার্মিনালের বহিরাগমন থেকে ওঠার কথা ছিল। বেসরকারি এয়ারলাইনসের কর্মকর্তারা জানান, যাত্রীদের নিরাপত্তা নিশ্চিত করতে সব ধরনের ব্যবস্থা নেওয়া হয়েছে। [585,528,952,553]
table-header: সরবরাহ সময় [1471,1915,1524,1931]
table-row [981,1877,1525,1893]
university-seal-icon [980,1739,1030,1789]
story-body: (শেষের পৃষ্ঠার পর) দেখে বন্ধু যদি দেখে পুলিশ তাকে উদ্ধার করে সিটি হাসপাতালে নিয়ে যায়। পরে তাকে মৃত ঘোষণা করা হয়। এ ঘটনায় প্রবাসী বাংলাদেশিদের মধ্যে শোকের ছায়া নেমে আসে। পুলিশ ঘটনার তদন্ত শুরু করেছে বলে জানা গেছে। [34,814,396,853]
table-cell: প্রকাশ্য নিলাম [1221,1829,1525,1845]
buet-title [1030,1746,1525,1781]
divider [408,830,573,831]
story-body: (তৃতীয় পৃষ্ঠার পর) এ সময় বিএসটিআই পরীক্ষাগারে মানহীন পণ্য শনাক্ত করা হয় এবং সংশ্লিষ্ট প্রতিষ্ঠানকে জরিমানা করা হয়। [1147,433,1536,458]
terms-text: ক) আগ্রহী দরদাতাগণ উপরে উল্লিখিত তারিখের মধ্যে নিলাম কোডেশন ফরম সংগ্রহ করতে পারবেন। খ) নিলাম কোডেশন ফরমের মূল্য নগদ অফেরতযোগ্য। গ) কর্তৃপক্ষ কোনো কারণ দর্শানো ব্যতিরেকে যে কোনো বা সকল কোডেশন বাতিল করার ক্ষমতা সংরক্ষণ করেন। [980,2020,1525,2041]
byline: নিজস্ব প্রতিবেদক [585,133,651,145]
story-body: (প্রথম পৃষ্ঠার পর) সঙ্গে বন্দুকযুদ্ধে শীর্ষ এক সন্ত্রাসী ও গাজীপুরে পুলিশের সঙ্গে বন্দুকযুদ্ধে এক ছিনতাইকারী নিহত হয়েছেন। ঘটনাস্থল থেকে অস্ত্র ও গুলি উদ্ধার করা হয়েছে। [585,1078,952,1104]
table-header: মালামালের বিবরণ [1008,1915,1148,1931]
table-row [981,1829,1525,1845]
story-kicker: ময়মনসিংহ সিটি নির্বাচন [437,98,544,111]
story-body: (তৃতীয় পৃষ্ঠার পর) শহরের বিভিন্ন এলাকায় মশার উপদ্রব বেড়েছে। [1147,696,1398,708]
story-heading: যানজট জনজটের [997,477,1102,495]
bihrm-admission: Admission going on [1443,1650,1529,1661]
story-body: (তৃতীয় পৃষ্ঠার পর) নগরবাসী। তিনি বলেন, নিরাপদ খাদ্য নিশ্চিত করতে সবাইকে সচেতন হতে হবে। [1147,633,1525,645]
signer-name: প্রকৌশলী মো. নুরুল মোমেন [1425,2184,1525,2195]
table-cell: ১ [981,1813,1006,1829]
section-title: খবর [740,19,819,72]
ad-code: জি-৮৫৬/১৯ (৬×৩) [47,2333,134,2345]
table-header: Tender Security (Tk) [496,1850,568,1895]
tender-note: 3. Further information and guidelines are available on the National e-GP system portal (http://www.eprocure.gov.bd) and at e-GP help desk (helpdesk@eprocure.gov.bd). [66,2016,568,2052]
story-body: (শেষের পৃষ্ঠার পর) টার্মিনালের বহিরাগমন থেকে ওঠার কথা ছিল। বেসরকারি এয়ারলাইনসের কর্মকর্তারা জানান, যাত্রীদের নিরাপত্তা নিশ্চিত করতে সব ধরনের ব্যবস্থা নেওয়া হয়েছে। [585,431,952,457]
story-body: (প্রথম পৃষ্ঠার পর) করতে হবে। এ সময় তিনি বাজার পরিস্থিতি নিয়ে বিভিন্ন দিক তুলে ধরেন এবং রমজানে নিত্যপণ্যের দাম স্থিতিশীল রাখতে সংশ্লিষ্টদের প্রতি আহ্বান জানান। মতবিনিময় সভায় ব্যবসায়ী নেতারা উপস্থিত ছিলেন। [34,600,396,639]
story-body: (প্রথম পৃষ্ঠার পর) করতে হবে। এ সময় তিনি বাজার পরিস্থিতি নিয়ে বিভিন্ন দিক তুলে ধরেন এবং রমজানে নিত্যপণ্যের দাম স্থিতিশীল রাখতে সংশ্লিষ্টদের প্রতি আহ্বান জানান। মতবিনিময় সভায় ব্যবসায়ী নেতারা উপস্থিত ছিলেন। [34,325,396,364]
story-heading: স্বাধীনতা দিবস উদযাপিত [440,427,542,469]
buet-header [980,1739,1525,1789]
story-heading: তুরাগ তীরের ২৯ [1281,221,1402,242]
table-cell: সিডিউল মোতাবেক [1148,1947,1224,1963]
terms-text: ক) আগ্রহী দরদাতাগণ উপরে উল্লিখিত তারিখের মধ্যে নিলাম কোডেশন ফরম সংগ্রহ করতে পারবেন। খ) নিলাম কোডেশন ফরমের মূল্য নগদ অফেরতযোগ্য। গ) কর্তৃপক্ষ কোনো কারণ দর্শানো ব্যতিরেকে যে কোনো বা সকল কোডেশন বাতিল করার ক্ষমতা সংরক্ষণ করেন। [980,2065,1525,2086]
table-cell: 17-Apr-2019 17:00 [353,1895,425,1952]
table-cell: প্রধান প্রকৌশলী, বুয়েট, ঢাকা। [1221,1813,1525,1829]
bihrm-logo [1156,1629,1253,1713]
table-cell: ০৮/০৪/২০১৯ইং [1221,1861,1525,1877]
table-header-row [981,1915,1525,1931]
auction-items-table [980,1914,1525,1979]
story-body: ময়মনসিংহ সিটি করপোরেশন নির্বাচনে আওয়ামী লীগের দলীয় মনোনয়ন ফরম বিক্রি শুরু হবে ১ এপ্রিল। দলের কেন্দ্রীয় কার্যালয় থেকে মনোনয়ন ফরম সংগ্রহ করা যাবে বলে জানানো হয়েছে। [408,199,573,266]
bihrm-subtitle: ম্যানেজমেন্ট [1480,1698,1526,1709]
table-header: Closing Date and Time [425,1850,496,1895]
story-heading: বিশ্ব নাট্যদিবসে [1288,464,1394,485]
table-cell: নিলাম কোডের প্রকৃতি [1006,1829,1221,1845]
signer-name: Mohammad Faysal Rahman [320,2072,487,2088]
table-header: দর উদ্ধৃত ভিত্তি [1224,1915,1284,1931]
buet-date: তারিখ: ২৫/০৩/১৯ [1455,1796,1525,1806]
story-body: অর্থমন্ত্রী আ হ ম মুস্তফা কামাল বলেছেন, দেশের অর্থনৈতিক উন্নয়নের সঙ্গে সঙ্গে সুরক্ষার জন্য উন্নত প্রযুক্তির মাধ্যমে নিরাপত্তা নিশ্চিত করতে হবে। [965,232,1134,285]
story-body: (তৃতীয় পৃষ্ঠার পর) রাজধানীর বসুন্ধরা কনভেনশন সেন্টারে চলমান মেলায় দর্শনার্থীদের ভিড় বাড়ছে। [1147,571,1525,583]
story-body: (প্রথম পৃষ্ঠার পর) উচ্ছেদ অভিযান চালায় বিআইডব্লিউটিএ। এ সময় নদীর তীরে গড়ে ওঠা অবৈধ স্থাপনা গুঁড়িয়ে দেওয়া হয়। [1147,311,1536,337]
table-row [981,1845,1525,1861]
story-body: (শেষের পৃষ্ঠার পর) দেখে বন্ধু যদি দেখে পুলিশ তাকে উদ্ধার করে সিটি হাসপাতালে নিয়ে যায়। পরে তাকে মৃত ঘোষণা করা হয়। এ ঘটনায় প্রবাসী বাংলাদেশিদের মধ্যে শোকের ছায়া নেমে আসে। পুলিশ ঘটনার তদন্ত শুরু করেছে বলে জানা গেছে। [34,1226,396,1266]
story-body: (তৃতীয় পৃষ্ঠার পর) এ সময় বিএসটিআই পরীক্ষাগারে মানহীন পণ্য শনাক্ত করা হয় এবং সংশ্লিষ্ট প্রতিষ্ঠানকে জরিমানা করা হয়। [1147,400,1536,426]
story-body: (তৃতীয় পৃষ্ঠার পর) জেলা আওয়ামী লীগের নেতারা উপস্থিত ছিলেন। [1147,758,1409,770]
tender-notice [34,1666,581,2358]
bihrm-phone: 01731822888 [1467,1639,1529,1649]
story-body: (প্রথম পৃষ্ঠার পর) করতে হবে। এ সময় তিনি বাজার পরিস্থিতি নিয়ে বিভিন্ন দিক তুলে ধরেন এবং রমজানে নিত্যপণ্যের দাম স্থিতিশীল রাখতে সংশ্লিষ্টদের প্রতি আহ্বান জানান। মতবিনিময় সভায় ব্যবসায়ী নেতারা উপস্থিত ছিলেন। [34,462,396,502]
terms-title: শর্তাবলী: [980,1986,1011,1996]
table-cell: দরের ২০% [1284,1947,1383,1963]
column-2 [408,95,573,1655]
story-body: (তৃতীয় পৃষ্ঠার পর) জেলা আওয়ামী লীগের নেতারা উপস্থিত ছিলেন। [1147,776,1409,788]
page-number: ১১ [1443,11,1546,72]
story-body: (তৃতীয় পৃষ্ঠার পর) দেখেছি, গুরুত্ব ও অবাধ কাজে ট্রাফিক আইন অমান্যকারী গাড়ির বিরুদ্ধে ব্যবস্থা নেওয়া হয়েছে বলে পুলিশের পক্ষ থেকে জানানো হয়। [1147,125,1536,151]
story-body: (শেষের পৃষ্ঠার পর) বিরাজ করে পরিবারে। নারায়ণগঞ্জ ফায়ার সার্ভিসের কর্মকর্তারা জানান, তিনি উদ্ধার তৎপরতায় নিয়োজিত ছিলেন। [408,651,573,704]
column-3 [585,95,952,2358]
table-cell: ১৫ দিন [1471,1963,1524,1979]
story-body: (প্রথম পৃষ্ঠার পর) গবেষণা প্রতিষ্ঠান ও সরকারের মধ্যে সমন্বয় বাড়াতে হবে। বৈঠকে বিভিন্ন দেশের প্রতিনিধিরা অংশ নেন। [965,1060,1134,1099]
tender-phone: Telephone No: 0551-61323 [210,1750,404,1770]
table-cell: Construction of 3-storied Upazilla Masjid Complex with 3-storied foundation at Nilphamari Upazilla-Kishorgonj [174,1895,353,1952]
story-body: (প্রথম পৃষ্ঠার পর) সঙ্গে বন্দুকযুদ্ধে শীর্ষ এক সন্ত্রাসী ও গাজীপুরে পুলিশের সঙ্গে বন্দুকযুদ্ধে এক ছিনতাইকারী নিহত হয়েছেন। ঘটনাস্থল থেকে অস্ত্র ও গুলি উদ্ধার করা হয়েছে। [585,982,952,1008]
bihrm-headline: সাপ্লাইচেইন [1264,1654,1431,1698]
story-heading: মশা আর যানজটে [1278,669,1405,690]
signer-title: Executive Engineer [353,2090,454,2104]
divider [408,621,573,622]
story-body: (তৃতীয় পৃষ্ঠার পর) উন্নয়ন কর্মকাণ্ডের কারণে রাজধানীতে যানজট বেড়েছে। নগরবিদরা বলছেন, পরিকল্পিত নগরায়ণ ছাড়া এ সমস্যার সমাধান সম্ভব নয়। [965,559,1134,612]
story-body: (প্রথম পৃষ্ঠার পর) করতে হবে। এ সময় তিনি বাজার পরিস্থিতি নিয়ে বিভিন্ন দিক তুলে ধরেন এবং রমজানে নিত্যপণ্যের দাম স্থিতিশীল রাখতে সংশ্লিষ্টদের প্রতি আহ্বান জানান। মতবিনিময় সভায় ব্যবসায়ী নেতারা উপস্থিত ছিলেন। [34,417,396,456]
table-cell: লট [1224,1947,1284,1963]
story-heading: ১৫ দিনের মধ্যে [160,100,269,120]
table-cell: ৩০০/- [1382,1931,1471,1947]
story-body: (শেষের পৃষ্ঠার পর) দেশের বিভিন্ন স্থানে সড়ক দুর্ঘটনায় হতাহতের ঘটনা ঘটেছে। পুলিশ জানায়, বেপরোয়া গতিতে চলা যানবাহনের কারণে এসব দুর্ঘটনা ঘটছে। [585,852,952,877]
story-body: (শেষের পৃষ্ঠার পর) বিরাজ করে পরিবারে। নারায়ণগঞ্জ ফায়ার সার্ভিসের কর্মকর্তারা জানান, তিনি উদ্ধার তৎপরতায় নিয়োজিত ছিলেন। [408,770,573,823]
ad-code: জি-৮৬৩/১৯ (৭" × ৩) [980,2184,1064,2195]
auction-signature [980,2183,1525,2208]
story-body: (শেষের পৃষ্ঠার পর) দেখে বন্ধু যদি দেখে পুলিশ তাকে উদ্ধার করে সিটি হাসপাতালে নিয়ে যায়। পরে তাকে মৃত ঘোষণা করা হয়। এ ঘটনায় প্রবাসী বাংলাদেশিদের মধ্যে শোকের ছায়া নেমে আসে। পুলিশ ঘটনার তদন্ত শুরু করেছে বলে জানা গেছে। [34,1181,396,1220]
story-body: (প্রথম পৃষ্ঠার পর) করতে হবে। এ সময় তিনি বাজার পরিস্থিতি নিয়ে বিভিন্ন দিক তুলে ধরেন এবং রমজানে নিত্যপণ্যের দাম স্থিতিশীল রাখতে সংশ্লিষ্টদের প্রতি আহ্বান জানান। মতবিনিময় সভায় ব্যবসায়ী নেতারা উপস্থিত ছিলেন। [34,371,396,410]
story-heading: উড়ে আসছে [724,341,814,362]
table-cell: ১৫ দিন [1471,1947,1524,1963]
story-body: (তৃতীয় পৃষ্ঠার পর) রাজধানীর বসুন্ধরা কনভেনশন সেন্টারে চলমান মেলায় দর্শনার্থীদের ভিড় বাড়ছে। [1147,534,1525,546]
buet-ref-line [980,1795,1525,1807]
table-header: পরিমাণ [1148,1915,1224,1931]
table-cell: নিলাম বিজ্ঞপ্তি প্রকাশের তারিখ [1006,1845,1221,1861]
story-heading: বাংলাদেশের সংসদ [995,685,1103,703]
story-body: (তৃতীয় পৃষ্ঠার পর) উন্নয়ন কর্মকাণ্ডের কারণে রাজধানীতে যানজট বেড়েছে। নগরবিদরা বলছেন, পরিকল্পিত নগরায়ণ ছাড়া এ সমস্যার সমাধান সম্ভব নয়। [965,499,1134,552]
table-cell: লট [1224,1931,1284,1947]
table-row [981,1947,1525,1963]
buet-ref: নং-প্রস্ত/নিলাম-০৯/১৮-১৯/ই-৪৯১ (১২০) [980,1796,1129,1806]
table-cell: ২ [981,1829,1006,1845]
story-body: (প্রথম পৃষ্ঠার পর) বাস সার্ভিস উদ্বোধন অনুষ্ঠানে এ কথা বলেন ডিএনসিসি মেয়র। তিনি আরও বলেন, জেব্রা ক্রসিংয়ের আগে চালককে গাড়ি থামাতে হবে। জেব্রা ক্রসিং বন্ধ রেখে গাড়ি চালানো যাবে না। ঢাকার সড়কে শৃঙ্খলা ফেরাতে সবার সহযোগিতা প্রয়োজন বলে জানান তিনি। [34,125,396,179]
story-heading: সিলেটে নিরাপদ [1285,607,1398,628]
story-body: (প্রথম পৃষ্ঠার পর) সঙ্গে বন্দুকযুদ্ধে শীর্ষ এক সন্ত্রাসী ও গাজীপুরে পুলিশের সঙ্গে বন্দুকযুদ্ধে এক ছিনতাইকারী নিহত হয়েছেন। ঘটনাস্থল থেকে অস্ত্র ও গুলি উদ্ধার করা হয়েছে। [585,1111,952,1136]
story-body: (প্রথম পৃষ্ঠার পর) তিনি এ কথা বলেন। আলোচনা সভায় দলের সিনিয়র নেতারা উপস্থিত ছিলেন এবং খালেদা জিয়ার মুক্তির দাবি জানান। [408,859,573,912]
story-heading: রাজধানীতে চক্রাকার বাস চালু [624,99,913,127]
table-cell: নিলাম কোডেশন ফরম বিক্রয়ের শেষ তারিখ [1006,1861,1221,1877]
tender-office: Office of the Executive Engineer [190,1702,425,1722]
table-cell: ২৮/০৩/২০১৯ইং [1221,1845,1525,1861]
table-header-row [47,1850,568,1895]
table-row [981,1893,1525,1909]
